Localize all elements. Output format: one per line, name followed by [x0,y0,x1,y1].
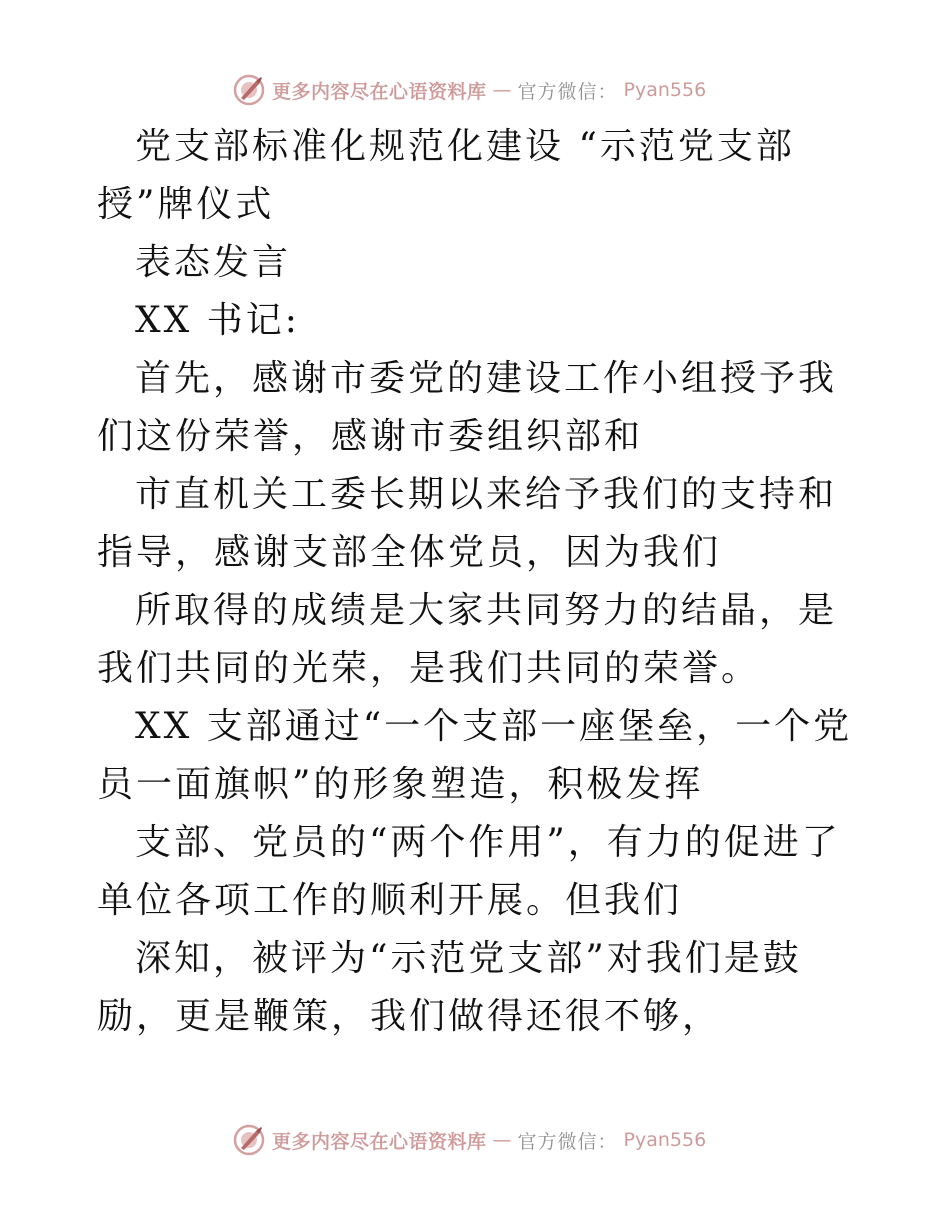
body-paragraph: XX 支部通过“一个支部一座堡垒，一个党员一面旗帜”的形象塑造，积极发挥 [97,706,853,805]
watermark-wechat-id: Pyan556 [623,1129,707,1151]
body-paragraph: 市直机关工委长期以来给予我们的支持和指导，感谢支部全体党员，因为我们 [97,474,838,573]
quill-ink-logo-icon [232,1123,266,1157]
document-body [97,118,857,1046]
watermark-dash: — [492,1129,512,1151]
salutation: XX 书记: [135,300,300,341]
watermark-wechat-label: 官方微信： [517,1130,618,1153]
header-watermark [232,72,712,108]
body-paragraph: 首先，感谢市委党的建设工作小组授予我们这份荣誉，感谢市委组织部和 [97,358,838,457]
body-paragraph: 支部、党员的“两个作用”，有力的促进了单位各项工作的顺利开展。但我们 [97,822,841,921]
document-subtitle: 表态发言 [135,242,292,283]
watermark-dash: — [492,79,512,101]
quill-ink-logo-icon [232,73,266,107]
body-paragraph: 所取得的成绩是大家共同努力的结晶，是我们共同的光荣，是我们共同的荣誉。 [97,590,838,689]
watermark-text: 更多内容尽在心语资料库 [272,80,487,103]
document-title: 党支部标准化规范化建设 “示范党支部授”牌仪式 [97,126,795,225]
watermark-wechat-id: Pyan556 [623,79,707,101]
watermark-text: 更多内容尽在心语资料库 [272,1130,487,1153]
footer-watermark [232,1122,712,1158]
body-paragraph: 深知，被评为“示范党支部”对我们是鼓励，更是鞭策，我们做得还很不够， [97,938,802,1037]
watermark-wechat-label: 官方微信： [517,80,618,103]
